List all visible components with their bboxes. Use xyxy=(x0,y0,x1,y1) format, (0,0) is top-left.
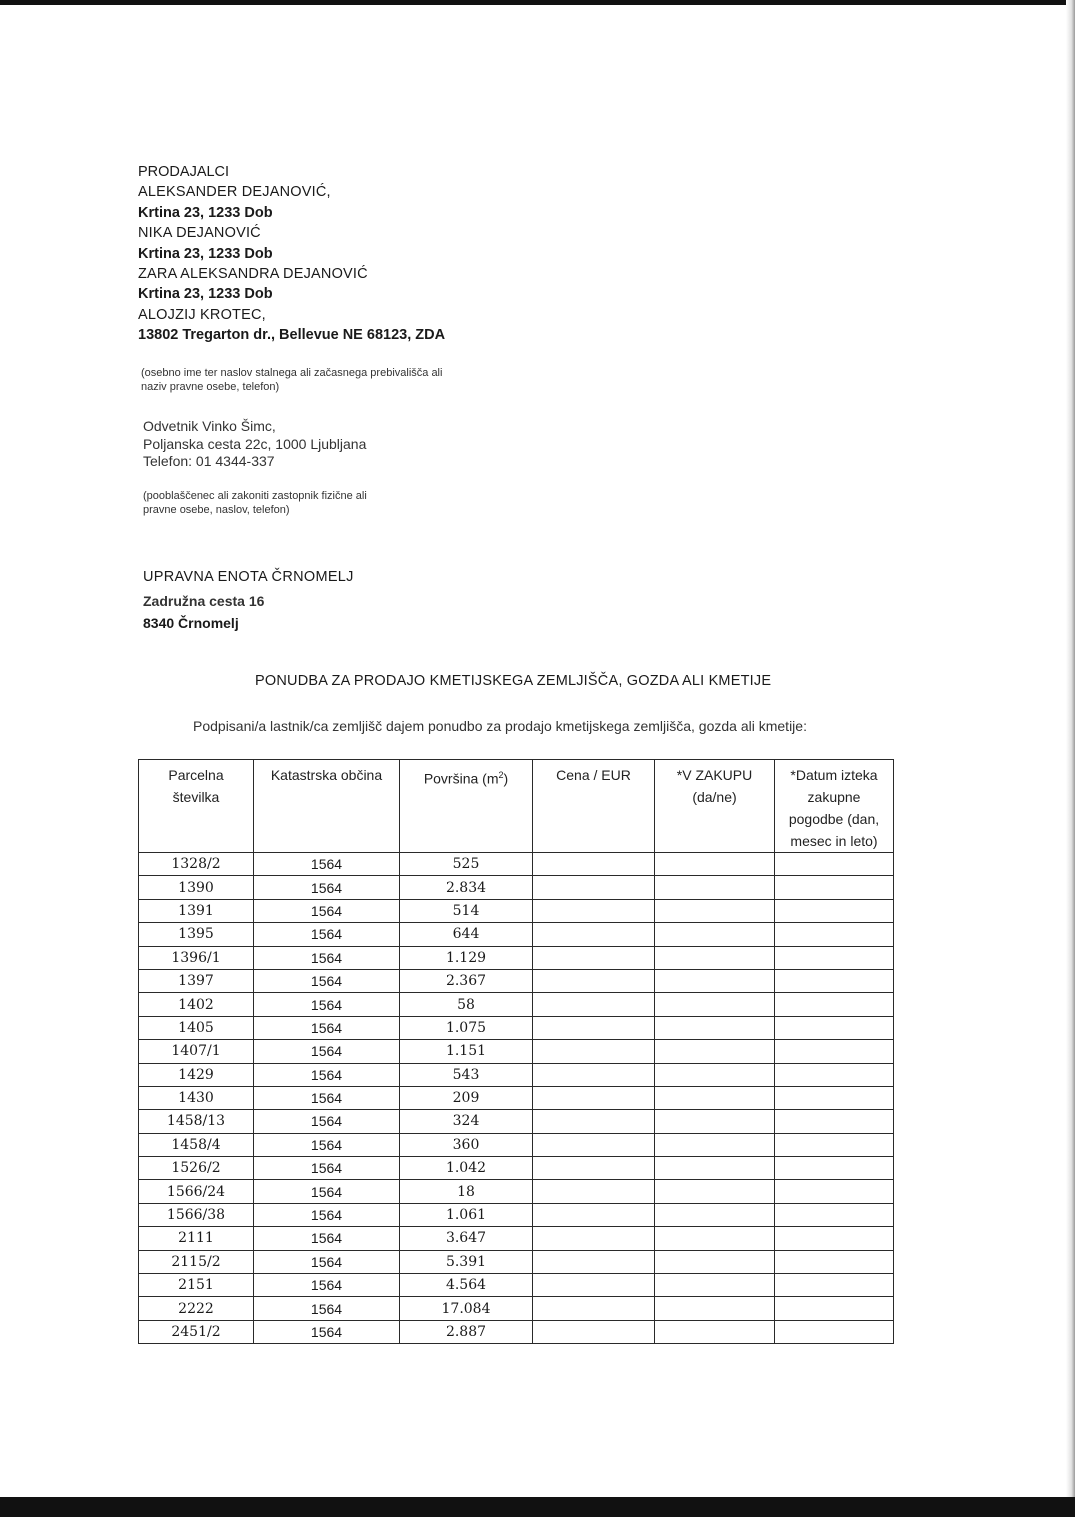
parcel-cell: 1566/24 xyxy=(139,1180,254,1203)
table-row xyxy=(139,969,894,992)
lease-cell xyxy=(655,1274,775,1297)
parcel-cell: 1566/38 xyxy=(139,1203,254,1226)
cadastral-cell: 1564 xyxy=(254,1250,400,1273)
price-cell xyxy=(533,1274,655,1297)
price-cell xyxy=(533,1040,655,1063)
parcels-table xyxy=(138,759,894,1344)
lease-cell xyxy=(655,993,775,1016)
lease-cell xyxy=(655,1203,775,1226)
seller-address: Krtina 23, 1233 Dob xyxy=(138,286,273,303)
seller-address: Krtina 23, 1233 Dob xyxy=(138,245,273,262)
seller-address: 13802 Tregarton dr., Bellevue NE 68123, ZDA xyxy=(138,327,446,344)
table-row xyxy=(139,1157,894,1180)
recipient-city: 8340 Črnomelj xyxy=(143,615,239,631)
area-cell: 5.391 xyxy=(400,1250,533,1273)
lease-expiry-cell xyxy=(775,1203,894,1226)
cadastral-cell: 1564 xyxy=(254,1157,400,1180)
price-cell xyxy=(533,1250,655,1273)
parcel-cell: 1396/1 xyxy=(139,946,254,969)
price-cell xyxy=(533,946,655,969)
cadastral-cell: 1564 xyxy=(254,1040,400,1063)
table-row xyxy=(139,853,894,876)
recipient-name: UPRAVNA ENOTA ČRNOMELJ xyxy=(143,569,354,585)
lease-expiry-cell xyxy=(775,1063,894,1086)
price-cell xyxy=(533,1180,655,1203)
lease-cell xyxy=(655,946,775,969)
parcel-cell: 1405 xyxy=(139,1016,254,1039)
sellers-heading: PRODAJALCI xyxy=(138,164,230,180)
cadastral-cell: 1564 xyxy=(254,1086,400,1109)
header-area: Površina $(m^2)$ xyxy=(400,760,533,853)
lease-expiry-cell xyxy=(775,1297,894,1320)
lease-cell xyxy=(655,1320,775,1343)
price-cell xyxy=(533,1110,655,1133)
parcel-cell: 1458/13 xyxy=(139,1110,254,1133)
price-cell xyxy=(533,1297,655,1320)
header-lease: *V ZAKUPU (da/ne) xyxy=(655,760,775,853)
price-cell xyxy=(533,1227,655,1250)
header-cadastral: Katastrska občina xyxy=(254,760,400,853)
lease-expiry-cell xyxy=(775,1133,894,1156)
lease-expiry-cell xyxy=(775,923,894,946)
area-cell: 58 xyxy=(400,993,533,1016)
lease-cell xyxy=(655,1180,775,1203)
lease-expiry-cell xyxy=(775,969,894,992)
cadastral-cell: 1564 xyxy=(254,899,400,922)
lease-cell xyxy=(655,1133,775,1156)
price-cell xyxy=(533,993,655,1016)
seller-name: NIKA DEJANOVIĆ xyxy=(138,225,261,242)
seller-note-line: naziv pravne osebe, telefon) xyxy=(141,380,280,393)
area-cell: 1.151 xyxy=(400,1040,533,1063)
representative-block xyxy=(143,418,366,471)
header-parcel: Parcelna številka xyxy=(139,760,254,853)
header-price: Cena / EUR xyxy=(533,760,655,853)
parcel-cell: 1391 xyxy=(139,899,254,922)
table-header-row xyxy=(139,760,894,853)
lease-cell xyxy=(655,1086,775,1109)
lease-expiry-cell xyxy=(775,1110,894,1133)
price-cell xyxy=(533,1133,655,1156)
table-row xyxy=(139,1040,894,1063)
price-cell xyxy=(533,899,655,922)
table-row xyxy=(139,1227,894,1250)
lease-expiry-cell xyxy=(775,853,894,876)
intro-sentence: Podpisani/a lastnik/ca zemljišč dajem ponudbo za prodajo kmetijskega zemljišča, gozda ali kmetije: xyxy=(193,718,807,734)
cadastral-cell: 1564 xyxy=(254,1297,400,1320)
cadastral-cell: 1564 xyxy=(254,1227,400,1250)
price-cell xyxy=(533,969,655,992)
seller-name: ZARA ALEKSANDRA DEJANOVIĆ xyxy=(138,265,368,282)
cadastral-cell: 1564 xyxy=(254,923,400,946)
lease-cell xyxy=(655,899,775,922)
cadastral-cell: 1564 xyxy=(254,876,400,899)
lease-expiry-cell xyxy=(775,1274,894,1297)
sellers-block xyxy=(138,162,558,346)
parcel-cell: 1328/2 xyxy=(139,853,254,876)
area-cell: 514 xyxy=(400,899,533,922)
area-cell: 1.061 xyxy=(400,1203,533,1226)
price-cell xyxy=(533,923,655,946)
seller-name: ALOJZIJ KROTEC, xyxy=(138,306,266,323)
seller-address: Krtina 23, 1233 Dob xyxy=(138,204,273,221)
seller-name: ALEKSANDER DEJANOVIĆ, xyxy=(138,184,331,201)
area-cell: 18 xyxy=(400,1180,533,1203)
table-row xyxy=(139,1250,894,1273)
header-lease-expiry: *Datum izteka zakupne pogodbe (dan, mesec in leto) xyxy=(775,760,894,853)
lease-cell xyxy=(655,1040,775,1063)
lease-expiry-cell xyxy=(775,1157,894,1180)
area-cell: 2.834 xyxy=(400,876,533,899)
seller-note xyxy=(141,367,541,394)
table-row xyxy=(139,1203,894,1226)
table-row xyxy=(139,946,894,969)
lease-cell xyxy=(655,1250,775,1273)
representative-note-line: pravne osebe, naslov, telefon) xyxy=(143,503,290,516)
area-cell: 1.075 xyxy=(400,1016,533,1039)
table-row xyxy=(139,1274,894,1297)
parcel-cell: 1390 xyxy=(139,876,254,899)
scan-shadow-right xyxy=(1066,0,1075,1517)
price-cell xyxy=(533,1157,655,1180)
lease-expiry-cell xyxy=(775,1016,894,1039)
cadastral-cell: 1564 xyxy=(254,946,400,969)
lease-expiry-cell xyxy=(775,1040,894,1063)
area-cell: 209 xyxy=(400,1086,533,1109)
seller-note-line: (osebno ime ter naslov stalnega ali začasnega prebivališča ali xyxy=(141,367,443,379)
table-row xyxy=(139,1110,894,1133)
cadastral-cell: 1564 xyxy=(254,1016,400,1039)
table-row xyxy=(139,1063,894,1086)
price-cell xyxy=(533,1320,655,1343)
cadastral-cell: 1564 xyxy=(254,853,400,876)
cadastral-cell: 1564 xyxy=(254,1063,400,1086)
parcel-cell: 1429 xyxy=(139,1063,254,1086)
parcel-cell: 2111 xyxy=(139,1227,254,1250)
table-row xyxy=(139,993,894,1016)
parcel-cell: 1407/1 xyxy=(139,1040,254,1063)
area-cell: 2.887 xyxy=(400,1320,533,1343)
recipient-street: Zadružna cesta 16 xyxy=(143,593,265,609)
lease-expiry-cell xyxy=(775,946,894,969)
price-cell xyxy=(533,1016,655,1039)
cadastral-cell: 1564 xyxy=(254,969,400,992)
representative-note xyxy=(143,490,453,517)
cadastral-cell: 1564 xyxy=(254,1110,400,1133)
price-cell xyxy=(533,853,655,876)
parcel-cell: 1395 xyxy=(139,923,254,946)
cadastral-cell: 1564 xyxy=(254,993,400,1016)
lease-cell xyxy=(655,853,775,876)
cadastral-cell: 1564 xyxy=(254,1274,400,1297)
area-cell: 360 xyxy=(400,1133,533,1156)
recipient-block xyxy=(143,567,354,631)
lease-cell xyxy=(655,923,775,946)
document-title: PONUDBA ZA PRODAJO KMETIJSKEGA ZEMLJIŠČA, GOZDA ALI KMETIJE xyxy=(255,673,772,689)
scan-border-bottom xyxy=(0,1497,1075,1517)
representative-note-line: (pooblaščenec ali zakoniti zastopnik fizične ali xyxy=(143,490,367,502)
area-cell: 4.564 xyxy=(400,1274,533,1297)
parcel-cell: 1430 xyxy=(139,1086,254,1109)
lease-expiry-cell xyxy=(775,993,894,1016)
area-cell: 543 xyxy=(400,1063,533,1086)
table-row xyxy=(139,899,894,922)
lease-cell xyxy=(655,1157,775,1180)
table-row xyxy=(139,1180,894,1203)
lease-cell xyxy=(655,1227,775,1250)
lease-cell xyxy=(655,1110,775,1133)
area-cell: 525 xyxy=(400,853,533,876)
area-cell: 644 xyxy=(400,923,533,946)
table-row xyxy=(139,1086,894,1109)
area-cell: 3.647 xyxy=(400,1227,533,1250)
table-row xyxy=(139,1297,894,1320)
area-cell: 324 xyxy=(400,1110,533,1133)
table-row xyxy=(139,1320,894,1343)
lease-expiry-cell xyxy=(775,1227,894,1250)
lease-cell xyxy=(655,969,775,992)
lease-expiry-cell xyxy=(775,1250,894,1273)
lease-cell xyxy=(655,1016,775,1039)
representative-address: Poljanska cesta 22c, 1000 Ljubljana xyxy=(143,435,367,452)
area-cell: 1.129 xyxy=(400,946,533,969)
parcel-cell: 2115/2 xyxy=(139,1250,254,1273)
parcel-cell: 2151 xyxy=(139,1274,254,1297)
table-row xyxy=(139,1016,894,1039)
cadastral-cell: 1564 xyxy=(254,1320,400,1343)
lease-expiry-cell xyxy=(775,1180,894,1203)
parcel-cell: 1526/2 xyxy=(139,1157,254,1180)
cadastral-cell: 1564 xyxy=(254,1203,400,1226)
price-cell xyxy=(533,876,655,899)
lease-expiry-cell xyxy=(775,1320,894,1343)
area-cell: 1.042 xyxy=(400,1157,533,1180)
price-cell xyxy=(533,1203,655,1226)
parcel-cell: 1397 xyxy=(139,969,254,992)
lease-cell xyxy=(655,1063,775,1086)
parcel-cell: 2222 xyxy=(139,1297,254,1320)
cadastral-cell: 1564 xyxy=(254,1133,400,1156)
lease-expiry-cell xyxy=(775,876,894,899)
lease-cell xyxy=(655,1297,775,1320)
table-row xyxy=(139,876,894,899)
table-row xyxy=(139,1133,894,1156)
price-cell xyxy=(533,1086,655,1109)
lease-expiry-cell xyxy=(775,1086,894,1109)
representative-name: Odvetnik Vinko Šimc, xyxy=(143,418,276,434)
lease-cell xyxy=(655,876,775,899)
lease-expiry-cell xyxy=(775,899,894,922)
parcel-cell: 1402 xyxy=(139,993,254,1016)
parcel-cell: 2451/2 xyxy=(139,1320,254,1343)
cadastral-cell: 1564 xyxy=(254,1180,400,1203)
table-row xyxy=(139,923,894,946)
area-cell: 2.367 xyxy=(400,969,533,992)
price-cell xyxy=(533,1063,655,1086)
area-cell: 17.084 xyxy=(400,1297,533,1320)
parcel-cell: 1458/4 xyxy=(139,1133,254,1156)
scan-border-top xyxy=(0,0,1075,5)
representative-phone: Telefon: 01 4344-337 xyxy=(143,453,275,469)
